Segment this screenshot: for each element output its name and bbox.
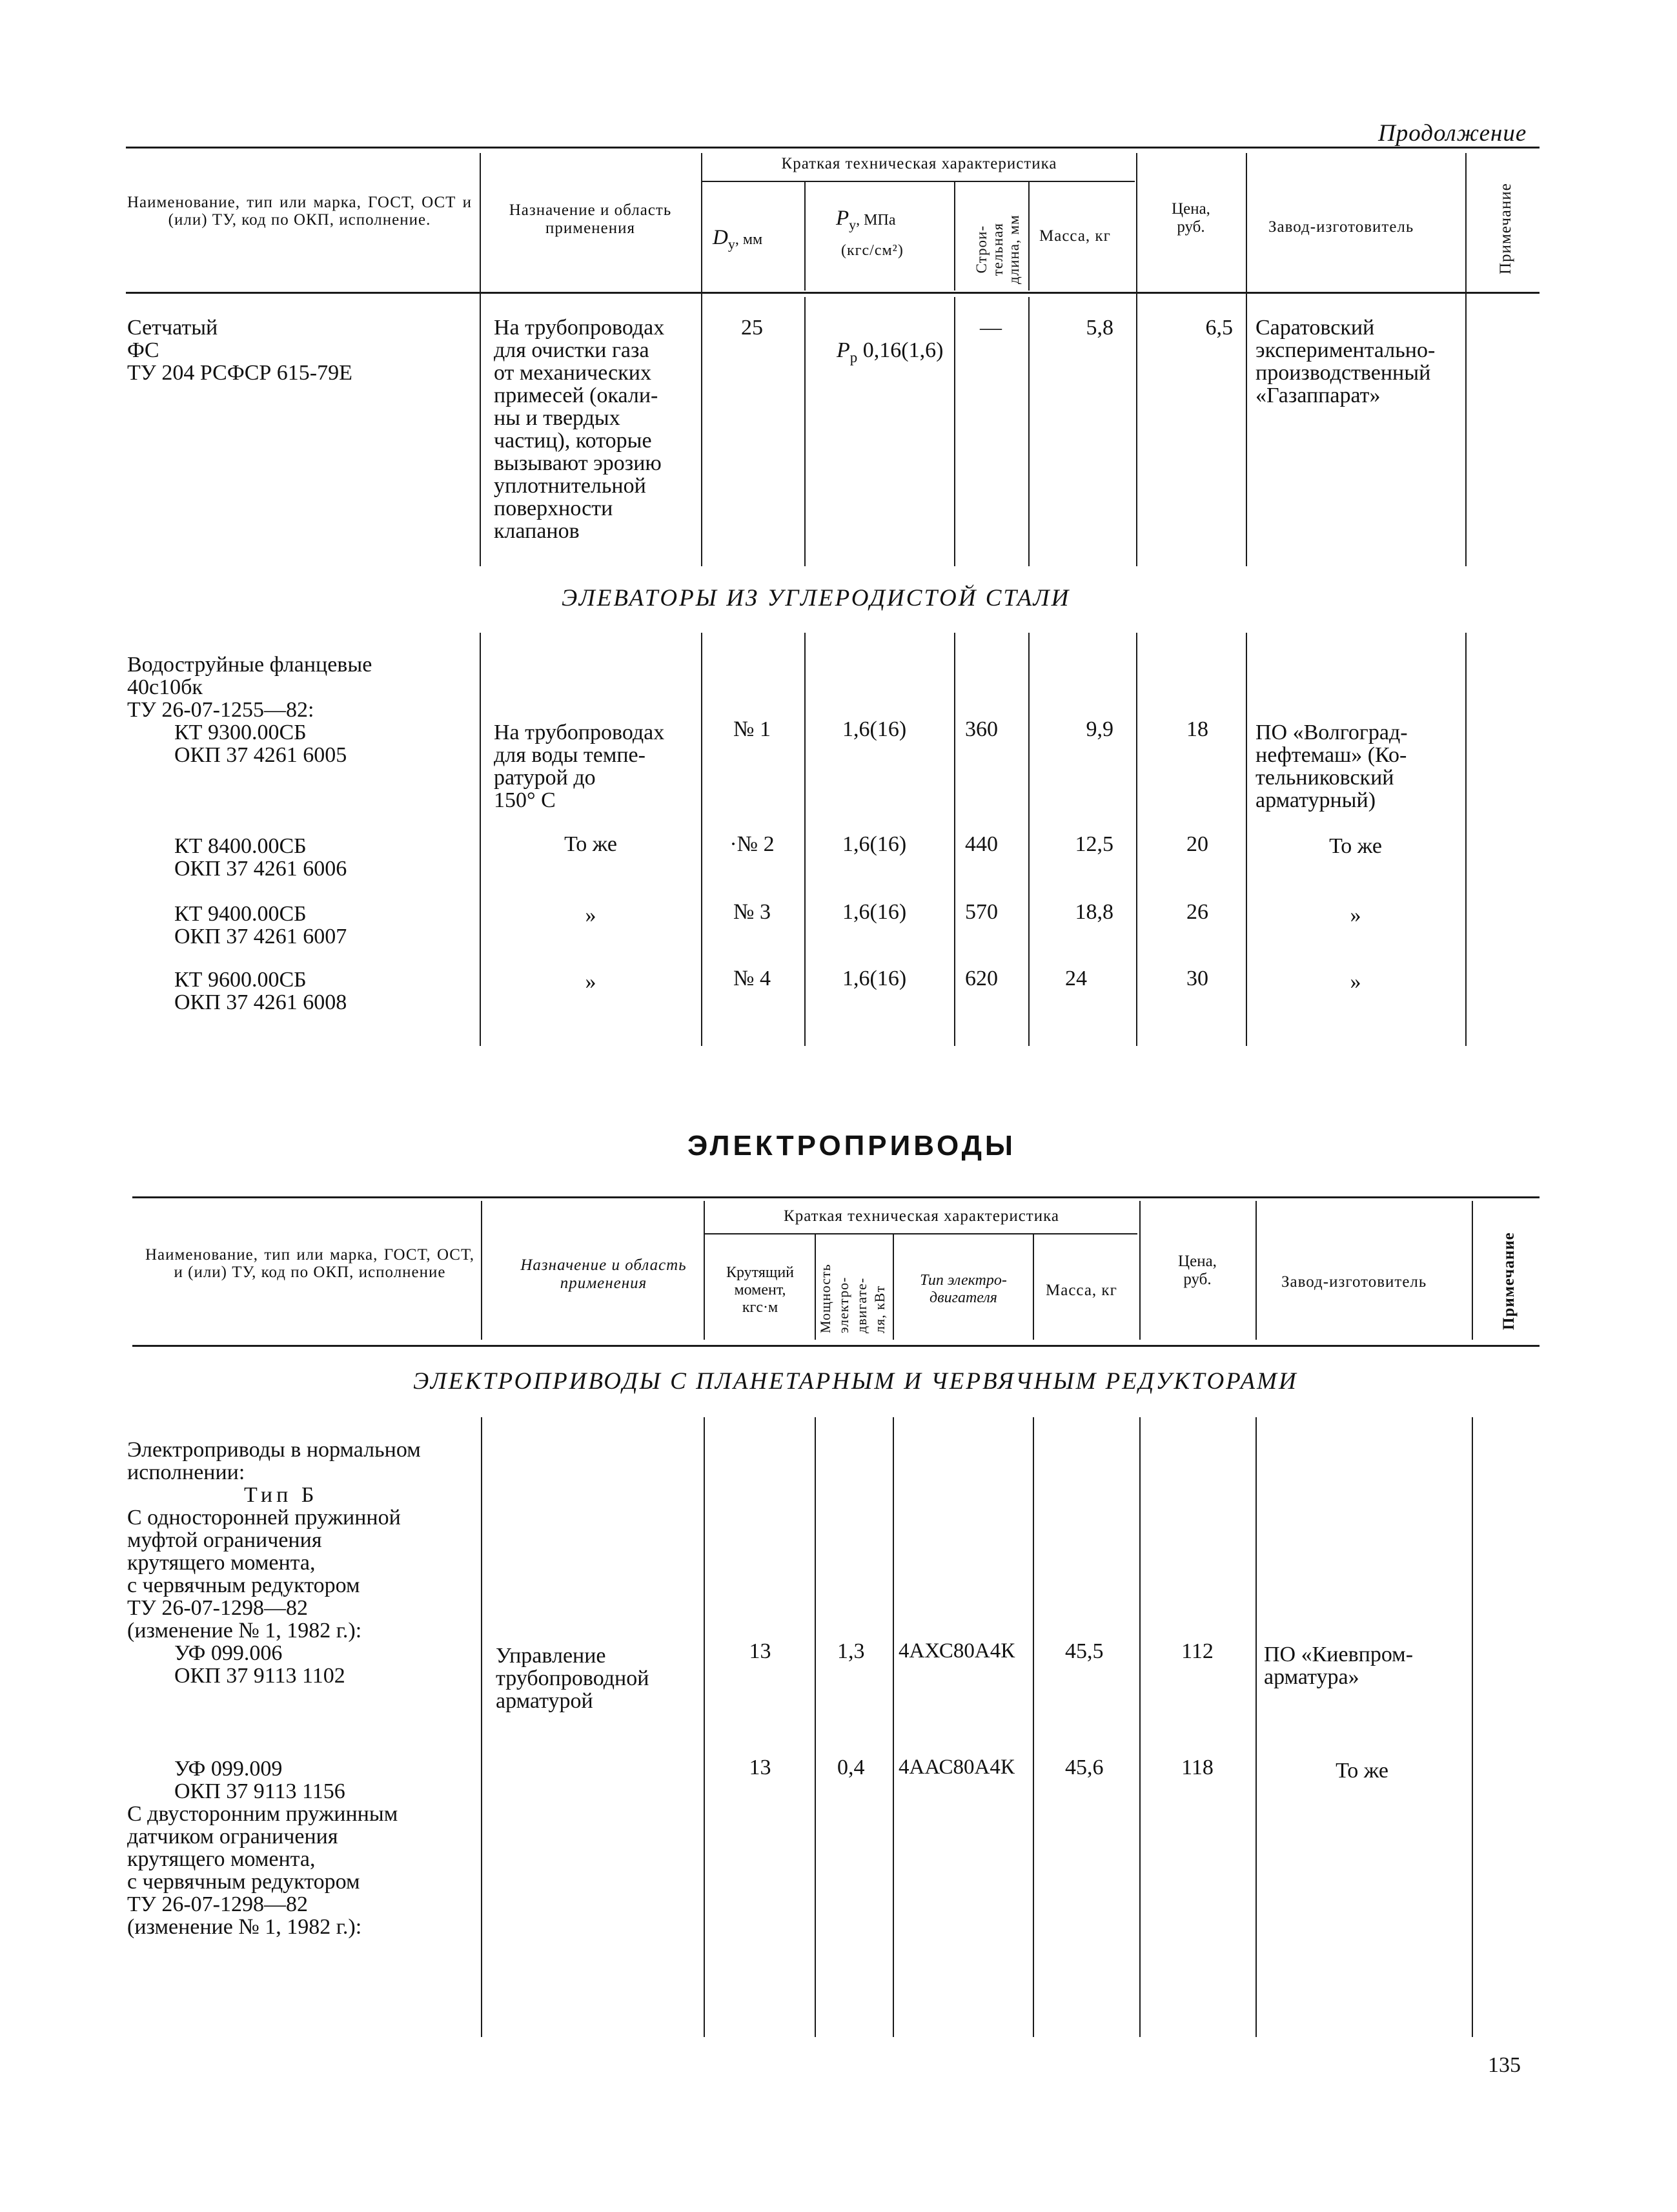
continuation-label: Продолжение: [1378, 120, 1527, 147]
table2-col-divider: [815, 1233, 816, 1340]
section-heading-drives: ЭЛЕКТРОПРИВОДЫ С ПЛАНЕТАРНЫМ И ЧЕРВЯЧНЫМ РЕДУКТОРАМИ: [413, 1368, 1298, 1395]
drive-row-torque: 13: [749, 1639, 771, 1663]
elevator-row-mass: 18,8: [1075, 900, 1113, 924]
table1-row-pressure: $P_р$ 0,16(1,6): [837, 338, 944, 365]
drives-description-1: С односторонней пружинной муфтой ограничения крутящего момента, с червячным редуктором ТУ 26-07-1298—82 (изменение № 1, 1982 г.):: [127, 1506, 401, 1643]
elevator-row-model: КТ 9400.00СБ: [174, 902, 307, 926]
table1-row-maker: Саратовский экспериментально- производственный «Газаппарат»: [1255, 316, 1436, 407]
elevators-col-divider: [480, 633, 481, 1046]
elevator-row-price: 20: [1186, 832, 1208, 856]
drive-row-model: УФ 099.006: [174, 1641, 283, 1665]
table1-header-py: $P_у$, МПа: [836, 207, 896, 233]
table2-col-divider: [481, 1201, 482, 1340]
elevators-col-divider: [1028, 633, 1030, 1046]
elevator-row-okp: ОКП 37 4261 6005: [174, 743, 347, 767]
elevator-row-maker: »: [1350, 903, 1361, 927]
table2-col-divider: [893, 1233, 894, 1340]
drives-col-divider: [1472, 1417, 1473, 2037]
drive-row-price: 112: [1181, 1639, 1214, 1663]
elevator-row-no: № 3: [733, 900, 771, 924]
table1-header-price: Цена, руб.: [1172, 200, 1210, 236]
page-title-electric-drives: ЭЛЕКТРОПРИВОДЫ: [687, 1130, 1017, 1162]
table1-row-purpose: На трубопроводах для очистки газа от механических примесей (окали- ны и твердых частиц), которые вызывают эрозию уплотнительной поверхности клапанов: [494, 316, 665, 543]
elevator-row-okp: ОКП 37 4261 6007: [174, 925, 347, 948]
table2-col-divider: [1472, 1201, 1473, 1340]
elevator-row-model: КТ 8400.00СБ: [174, 834, 307, 858]
drive-row-motor: 4АХС80А4К: [899, 1639, 1015, 1663]
drive-row-motor: 4ААС80А4К: [899, 1756, 1015, 1779]
elevator-row-okp: ОКП 37 4261 6008: [174, 990, 347, 1014]
elevator-row-no: № 4: [733, 967, 771, 990]
table1-group-rule: [701, 181, 1135, 182]
table1-header-name: Наименование, тип или марка, ГОСТ, ОСТ и (или) ТУ, код по ОКП, исполнение.: [127, 194, 472, 229]
elevators-col-divider: [1136, 633, 1137, 1046]
table1-col-divider: [1028, 297, 1030, 566]
drives-col-divider: [1255, 1417, 1257, 2037]
drives-col-divider: [1033, 1417, 1034, 2037]
table2-col-divider: [704, 1201, 705, 1340]
elevator-row-pressure: 1,6(16): [842, 967, 907, 990]
drive-row-mass: 45,6: [1065, 1756, 1104, 1779]
table2-header-purpose: Назначение и область применения: [520, 1256, 687, 1292]
elevator-row-price: 30: [1186, 967, 1208, 990]
table2-top-rule: [132, 1196, 1540, 1198]
table1-header-maker: Завод-изготовитель: [1268, 218, 1414, 236]
table1-col-divider: [1028, 181, 1030, 291]
elevators-col-divider: [804, 633, 806, 1046]
elevator-row-pressure: 1,6(16): [842, 900, 907, 924]
elevator-row-purpose: На трубопроводах для воды темпе- ратурой до 150° С: [494, 721, 665, 812]
elevator-row-maker: »: [1350, 970, 1361, 994]
drive-row-maker: ПО «Киевпром- арматура»: [1264, 1643, 1414, 1689]
elevator-row-price: 18: [1186, 717, 1208, 741]
drive-row-power: 1,3: [837, 1639, 865, 1663]
elevator-row-mass: 24: [1065, 967, 1087, 990]
elevator-row-length: 360: [965, 717, 998, 741]
table1-header-group: Краткая техническая характеристика: [781, 155, 1057, 172]
elevator-row-mass: 9,9: [1086, 717, 1113, 741]
table1-col-divider: [804, 297, 806, 566]
table2-header-note: Примечание: [1500, 1232, 1518, 1330]
table2-header-mass: Масса, кг: [1046, 1282, 1117, 1299]
elevators-col-divider: [1465, 633, 1467, 1046]
table2-group-rule: [705, 1233, 1137, 1234]
table2-header-power: Мощность электро- двигате- ля, кВт: [817, 1264, 888, 1333]
drives-col-divider: [893, 1417, 894, 2037]
drive-row-mass: 45,5: [1065, 1639, 1104, 1663]
table1-col-divider: [701, 153, 702, 566]
section-heading-elevators: ЭЛЕВАТОРЫ ИЗ УГЛЕРОДИСТОЙ СТАЛИ: [562, 585, 1071, 611]
drives-intro: Электроприводы в нормальном исполнении:: [127, 1438, 421, 1484]
elevator-row-length: 620: [965, 967, 998, 990]
table1-row-dy: 25: [741, 316, 763, 340]
drive-row-price: 118: [1181, 1756, 1214, 1779]
elevator-row-pressure: 1,6(16): [842, 832, 907, 856]
table2-header-motor: Тип электро- двигателя: [920, 1272, 1007, 1306]
table1-header-py-unit: (кгс/см²): [841, 242, 904, 259]
elevator-row-length: 570: [965, 900, 998, 924]
table2-header-maker: Завод-изготовитель: [1281, 1273, 1427, 1291]
table1-col-divider: [1465, 153, 1467, 566]
table2-header-price: Цена, руб.: [1178, 1253, 1217, 1288]
table1-header-dy: $D_у$, мм: [713, 226, 763, 252]
drives-col-divider: [704, 1417, 705, 2037]
table1-header-mass: Масса, кг: [1039, 227, 1111, 245]
table1-col-divider: [1246, 153, 1247, 566]
drive-row-power: 0,4: [837, 1756, 865, 1779]
drives-type-label: Тип Б: [244, 1483, 318, 1507]
elevator-row-purpose: »: [585, 970, 596, 994]
table1-header-note: Примечание: [1497, 183, 1514, 274]
elevators-col-divider: [701, 633, 702, 1046]
elevator-row-mass: 12,5: [1075, 832, 1113, 856]
table1-row-mass: 5,8: [1086, 316, 1113, 340]
table2-header-group: Краткая техническая характеристика: [784, 1207, 1059, 1225]
elevator-row-pressure: 1,6(16): [842, 717, 907, 741]
table2-header-name: Наименование, тип или марка, ГОСТ, ОСТ, и (или) ТУ, код по ОКП, исполнение: [145, 1246, 474, 1281]
table1-col-divider: [954, 181, 955, 291]
page-number: 135: [1488, 2053, 1521, 2077]
table1-top-rule: [126, 147, 1540, 148]
drives-col-divider: [1139, 1417, 1141, 2037]
drive-row-maker: То же: [1336, 1759, 1388, 1783]
drive-row-okp: ОКП 37 9113 1156: [174, 1779, 345, 1803]
table1-col-divider: [480, 153, 481, 566]
drive-row-torque: 13: [749, 1756, 771, 1779]
elevators-col-divider: [954, 633, 955, 1046]
drive-row-purpose: Управление трубопроводной арматурой: [496, 1644, 649, 1713]
elevator-row-purpose: То же: [564, 832, 617, 856]
table1-col-divider: [804, 181, 806, 291]
table1-header-purpose: Назначение и область применения: [509, 201, 672, 237]
table1-col-divider: [1136, 153, 1137, 566]
table2-header-torque: Крутящий момент, кгс·м: [726, 1264, 795, 1316]
table2-col-divider: [1255, 1201, 1257, 1340]
table1-header-bottom-rule: [126, 292, 1540, 294]
elevators-group-name: Водоструйные фланцевые 40с10бк ТУ 26-07-1255—82:: [127, 653, 372, 722]
elevator-row-okp: ОКП 37 4261 6006: [174, 857, 347, 881]
elevator-row-model: КТ 9600.00СБ: [174, 968, 307, 992]
drive-row-okp: ОКП 37 9113 1102: [174, 1664, 345, 1688]
table1-header-length: Строи- тельная длина, мм: [973, 214, 1022, 284]
table2-col-divider: [1139, 1201, 1141, 1340]
elevator-row-maker: ПО «Волгоград- нефтемаш» (Ко- тельниковский арматурный): [1255, 721, 1408, 812]
elevator-row-purpose: »: [585, 903, 596, 927]
table1-row-length: —: [980, 316, 1002, 340]
table2-header-bottom-rule: [132, 1345, 1540, 1347]
elevator-row-model: КТ 9300.00СБ: [174, 721, 307, 744]
drive-row-model: УФ 099.009: [174, 1757, 283, 1781]
table1-row-price: 6,5: [1205, 316, 1233, 340]
elevator-row-maker: То же: [1329, 834, 1382, 858]
elevator-row-no: № 1: [733, 717, 771, 741]
drives-col-divider: [481, 1417, 482, 2037]
drives-description-2: С двусторонним пружинным датчиком ограничения крутящего момента, с червячным редуктором ТУ 26-07-1298—82 (изменение № 1, 1982 г.):: [127, 1802, 398, 1939]
elevator-row-price: 26: [1186, 900, 1208, 924]
table2-col-divider: [1033, 1233, 1034, 1340]
drives-col-divider: [815, 1417, 816, 2037]
elevator-row-no: ·№ 2: [729, 832, 775, 856]
table1-row-name: Сетчатый ФС ТУ 204 РСФСР 615-79Е: [127, 316, 352, 385]
elevator-row-length: 440: [965, 832, 998, 856]
